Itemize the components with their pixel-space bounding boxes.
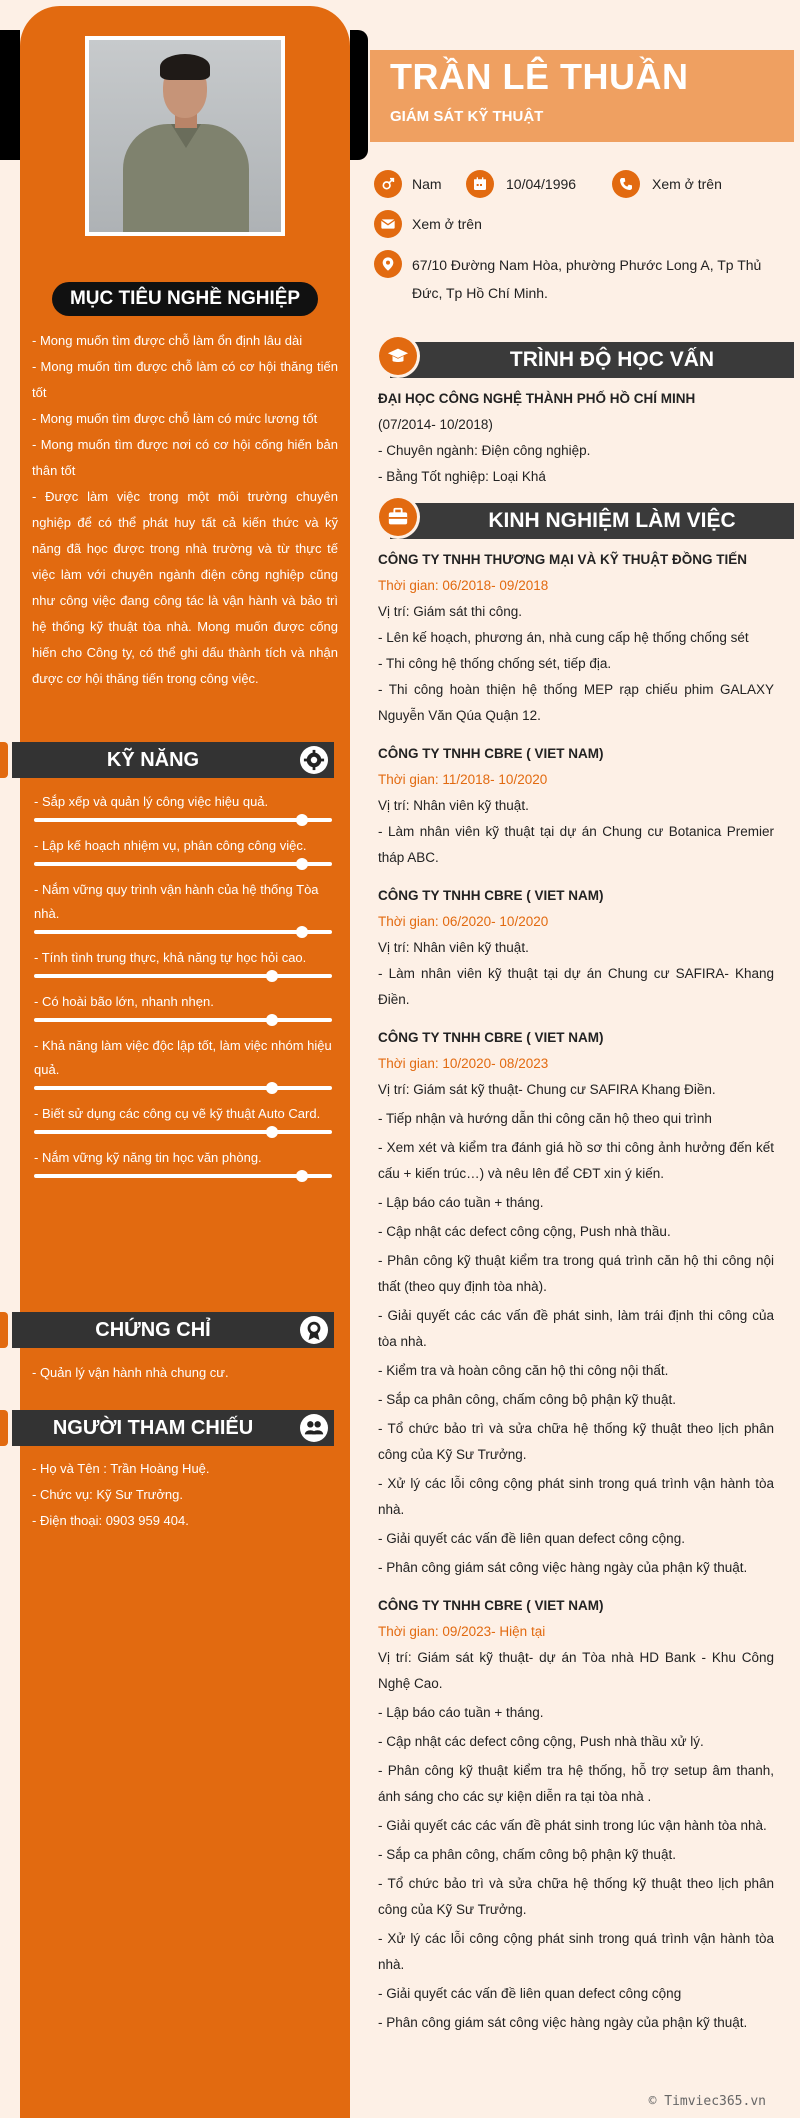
briefcase-icon [379, 498, 417, 536]
avatar [85, 36, 285, 236]
skill-label: - Khả năng làm việc độc lập tốt, làm việc nhóm hiệu quả. [34, 1038, 332, 1077]
skill-label: - Sắp xếp và quản lý công việc hiệu quả. [34, 794, 269, 809]
job-detail-line: - Lên kế hoạch, phương án, nhà cung cấp hệ thống chống sét [378, 630, 749, 645]
gender-icon [374, 170, 402, 198]
skill-level-bar [34, 1130, 332, 1134]
job-detail-line: - Giải quyết các vấn đề liên quan defect công cộng. [378, 1531, 685, 1546]
job-detail-line: - Thi công hệ thống chống sét, tiếp địa. [378, 656, 612, 671]
company-name: CÔNG TY TNHH CBRE ( VIET NAM) [378, 888, 604, 903]
certificates-text [32, 1360, 338, 1386]
job-detail-line: - Kiểm tra và hoàn công căn hộ thi công nội thất. [378, 1363, 669, 1378]
references-header [12, 1410, 334, 1446]
address-text: 67/10 Đường Nam Hòa, phường Phước Long A, Tp Thủ Đức, Tp Hồ Chí Minh. [412, 257, 762, 301]
job-detail-line: - Xem xét và kiểm tra đánh giá hồ sơ thi công ảnh hưởng đến kết cấu + kiến trúc…) và nêu lên để CĐT xin ý kiến. [378, 1140, 774, 1181]
company-name: CÔNG TY TNHH CBRE ( VIET NAM) [378, 746, 604, 761]
skill-level-knob [266, 1082, 278, 1094]
objective-text [32, 328, 338, 692]
skill-item [34, 790, 332, 822]
job-detail-line: Vị trí: Giám sát kỹ thuật- Chung cư SAFIRA Khang Điền. [378, 1082, 716, 1097]
name-banner [370, 50, 794, 142]
profile-photo [89, 40, 281, 232]
reference-line: - Chức vụ: Kỹ Sư Trưởng. [32, 1487, 183, 1502]
skill-level-knob [296, 1170, 308, 1182]
certificates-title: CHỨNG CHỈ [95, 1319, 211, 1341]
objective-line: - Mong muốn tìm được chỗ làm ổn định lâu dài [32, 333, 303, 348]
skill-label: - Tính tình trung thực, khả năng tự học hỏi cao. [34, 950, 307, 965]
job-detail-line: - Xử lý các lỗi công cộng phát sinh trong quá trình vận hành tòa nhà. [378, 1931, 774, 1972]
job-detail-line: - Giải quyết các các vấn đề phát sinh, làm trái định thi công của tòa nhà. [378, 1308, 774, 1349]
skill-level-knob [266, 1126, 278, 1138]
certificate-line: - Quản lý vận hành nhà chung cư. [32, 1365, 229, 1380]
job-detail-line: - Lập báo cáo tuần + tháng. [378, 1705, 544, 1720]
job-detail-line: - Sắp ca phân công, chấm công bộ phận kỹ thuật. [378, 1392, 676, 1407]
medal-icon [300, 1316, 328, 1344]
objective-line: - Mong muốn tìm được nơi có cơ hội cống hiến bản thân tốt [32, 437, 338, 478]
job-detail-line: Vị trí: Nhân viên kỹ thuật. [378, 798, 529, 813]
skill-level-bar [34, 1174, 332, 1178]
education-period: (07/2014- 10/2018) [378, 417, 493, 432]
objective-title: MỤC TIÊU NGHỀ NGHIỆP [52, 282, 318, 316]
company-name: CÔNG TY TNHH THƯƠNG MẠI VÀ KỸ THUẬT ĐỒNG TIẾN [378, 552, 747, 567]
job-detail-line: Vị trí: Nhân viên kỹ thuật. [378, 940, 529, 955]
job-detail-line: - Làm nhân viên kỹ thuật tại dự án Chung cư SAFIRA- Khang Điền. [378, 966, 774, 1007]
experience-title: KINH NGHIỆM LÀM VIỆC [488, 509, 736, 532]
education-degree: - Bằng Tốt nghiệp: Loại Khá [378, 469, 546, 484]
location-icon [374, 250, 402, 278]
objective-line: - Mong muốn tìm được chỗ làm có cơ hội thăng tiến tốt [32, 359, 338, 400]
skill-item [34, 1102, 332, 1134]
job-detail-line: - Cập nhật các defect công cộng, Push nhà thầu xử lý. [378, 1734, 704, 1749]
phone-icon [612, 170, 640, 198]
left-column [20, 6, 350, 2118]
education-text [378, 386, 774, 490]
job-detail-line: Vị trí: Giám sát kỹ thuật- dự án Tòa nhà HD Bank - Khu Công Nghệ Cao. [378, 1650, 774, 1691]
education-header [390, 342, 794, 378]
job-detail-line: - Phân công kỹ thuật kiểm tra hệ thống, hỗ trợ setup âm thanh, ánh sáng cho các sự kiện diễn ra tại tòa nhà . [378, 1763, 774, 1804]
job-title: GIÁM SÁT KỸ THUẬT [390, 108, 544, 125]
job-detail-line: - Tổ chức bảo trì và sửa chữa hệ thống kỹ thuật theo lịch phân công của Kỹ Sư Trưởng. [378, 1421, 774, 1462]
company-name: CÔNG TY TNHH CBRE ( VIET NAM) [378, 1598, 604, 1613]
skill-level-knob [266, 1014, 278, 1026]
job-detail-line: - Thi công hoàn thiện hệ thống MEP rạp chiếu phim GALAXY Nguyễn Văn Qúa Quận 12. [378, 682, 774, 723]
skill-level-bar [34, 862, 332, 866]
certificates-header [12, 1312, 334, 1348]
skill-label: - Có hoài bão lớn, nhanh nhẹn. [34, 994, 214, 1009]
job-detail-line: - Giải quyết các vấn đề liên quan defect công cộng [378, 1986, 682, 2001]
job-detail-line: Vị trí: Giám sát thi công. [378, 604, 523, 619]
skill-label: - Biết sử dụng các công cụ vẽ kỹ thuật Auto Card. [34, 1106, 321, 1121]
job-detail-line: - Lập báo cáo tuần + tháng. [378, 1195, 544, 1210]
skill-label: - Nắm vững kỹ năng tin học văn phòng. [34, 1150, 262, 1165]
reference-line: - Điện thoại: 0903 959 404. [32, 1513, 189, 1528]
phone-text: Xem ở trên [652, 176, 722, 192]
graduation-cap-icon [379, 337, 417, 375]
skills-title: KỸ NĂNG [106, 749, 200, 771]
skill-level-bar [34, 930, 332, 934]
references-text [32, 1456, 338, 1534]
job-period: Thời gian: 09/2023- Hiện tại [378, 1624, 546, 1639]
skill-item [34, 878, 332, 934]
job-period: Thời gian: 06/2020- 10/2020 [378, 914, 549, 929]
skill-level-bar [34, 1018, 332, 1022]
skill-label: - Lập kế hoạch nhiệm vụ, phân công công việc. [34, 838, 307, 853]
skill-label: - Nắm vững quy trình vận hành của hệ thống Tòa nhà. [34, 882, 319, 921]
email-icon [374, 210, 402, 238]
job-detail-line: - Sắp ca phân công, chấm công bộ phận kỹ thuật. [378, 1847, 676, 1862]
job-period: Thời gian: 10/2020- 08/2023 [378, 1056, 549, 1071]
people-icon [300, 1414, 328, 1442]
skills-header [12, 742, 334, 778]
job-period: Thời gian: 11/2018- 10/2020 [378, 772, 548, 787]
skill-level-bar [34, 1086, 332, 1090]
school-name: ĐẠI HỌC CÔNG NGHỆ THÀNH PHỐ HỒ CHÍ MINH [378, 391, 696, 406]
person-name: TRẦN LÊ THUẦN [390, 56, 689, 97]
birthday-text: 10/04/1996 [506, 176, 577, 192]
reference-line: - Họ và Tên : Trần Hoàng Huệ. [32, 1461, 210, 1476]
footer-watermark: © Timviec365.vn [648, 2094, 766, 2109]
skill-item [34, 946, 332, 978]
job-detail-line: - Phân công giám sát công việc hàng ngày của phận kỹ thuật. [378, 2015, 748, 2030]
objective-line: - Mong muốn tìm được chỗ làm có mức lương tốt [32, 411, 318, 426]
skill-level-knob [296, 814, 308, 826]
job-detail-line: - Làm nhân viên kỹ thuật tại dự án Chung cư Botanica Premier tháp ABC. [378, 824, 774, 865]
right-black-tab [350, 30, 368, 160]
skill-item [34, 834, 332, 866]
skill-level-knob [266, 970, 278, 982]
company-name: CÔNG TY TNHH CBRE ( VIET NAM) [378, 1030, 604, 1045]
skill-level-knob [296, 926, 308, 938]
job-detail-line: - Giải quyết các các vấn đề phát sinh trong lúc vận hành tòa nhà. [378, 1818, 767, 1833]
experience-list [378, 547, 774, 2036]
education-title: TRÌNH ĐỘ HỌC VẤN [509, 348, 715, 371]
experience-header [390, 503, 794, 539]
skill-level-bar [34, 818, 332, 822]
education-major: - Chuyên ngành: Điện công nghiệp. [378, 443, 591, 458]
calendar-icon [466, 170, 494, 198]
gear-icon [300, 746, 328, 774]
skill-level-knob [296, 858, 308, 870]
job-detail-line: - Tiếp nhận và hướng dẫn thi công căn hộ theo qui trình [378, 1111, 712, 1126]
job-detail-line: - Tổ chức bảo trì và sửa chữa hệ thống kỹ thuật theo lịch phân công của Kỹ Sư Trưởng. [378, 1876, 774, 1917]
left-black-tab [0, 30, 20, 160]
objective-line: - Được làm việc trong một môi trường chuyên nghiệp để có thể phát huy tất cả kiến thức và kỹ năng đã học được trong nhà trường và từ thực tế việc làm với chuyên ngành điện công nghiệp cũng như công việc đang công tác là vận hành và bảo trì hệ thống kỹ thuật tòa nhà. Mong muốn được cống hiến cho Công ty, có thể ghi dấu thành tích và nhận được cơ hội thăng tiến trong công việc. [32, 489, 338, 686]
job-period: Thời gian: 06/2018- 09/2018 [378, 578, 549, 593]
job-detail-line: - Phân công giám sát công việc hàng ngày của phận kỹ thuật. [378, 1560, 748, 1575]
references-title: NGƯỜI THAM CHIẾU [52, 1417, 254, 1439]
skill-level-bar [34, 974, 332, 978]
job-detail-line: - Cập nhật các defect công cộng, Push nhà thầu. [378, 1224, 671, 1239]
skills-list [34, 790, 332, 1190]
skill-item [34, 1146, 332, 1178]
job-detail-line: - Phân công kỹ thuật kiểm tra trong quá trình căn hộ thi công nội thất (theo quy định tòa nhà). [378, 1253, 774, 1294]
job-detail-line: - Xử lý các lỗi công cộng phát sinh trong quá trình vận hành tòa nhà. [378, 1476, 774, 1517]
gender-text: Nam [412, 176, 442, 192]
email-text: Xem ở trên [412, 216, 482, 232]
skill-item [34, 1034, 332, 1090]
skill-item [34, 990, 332, 1022]
